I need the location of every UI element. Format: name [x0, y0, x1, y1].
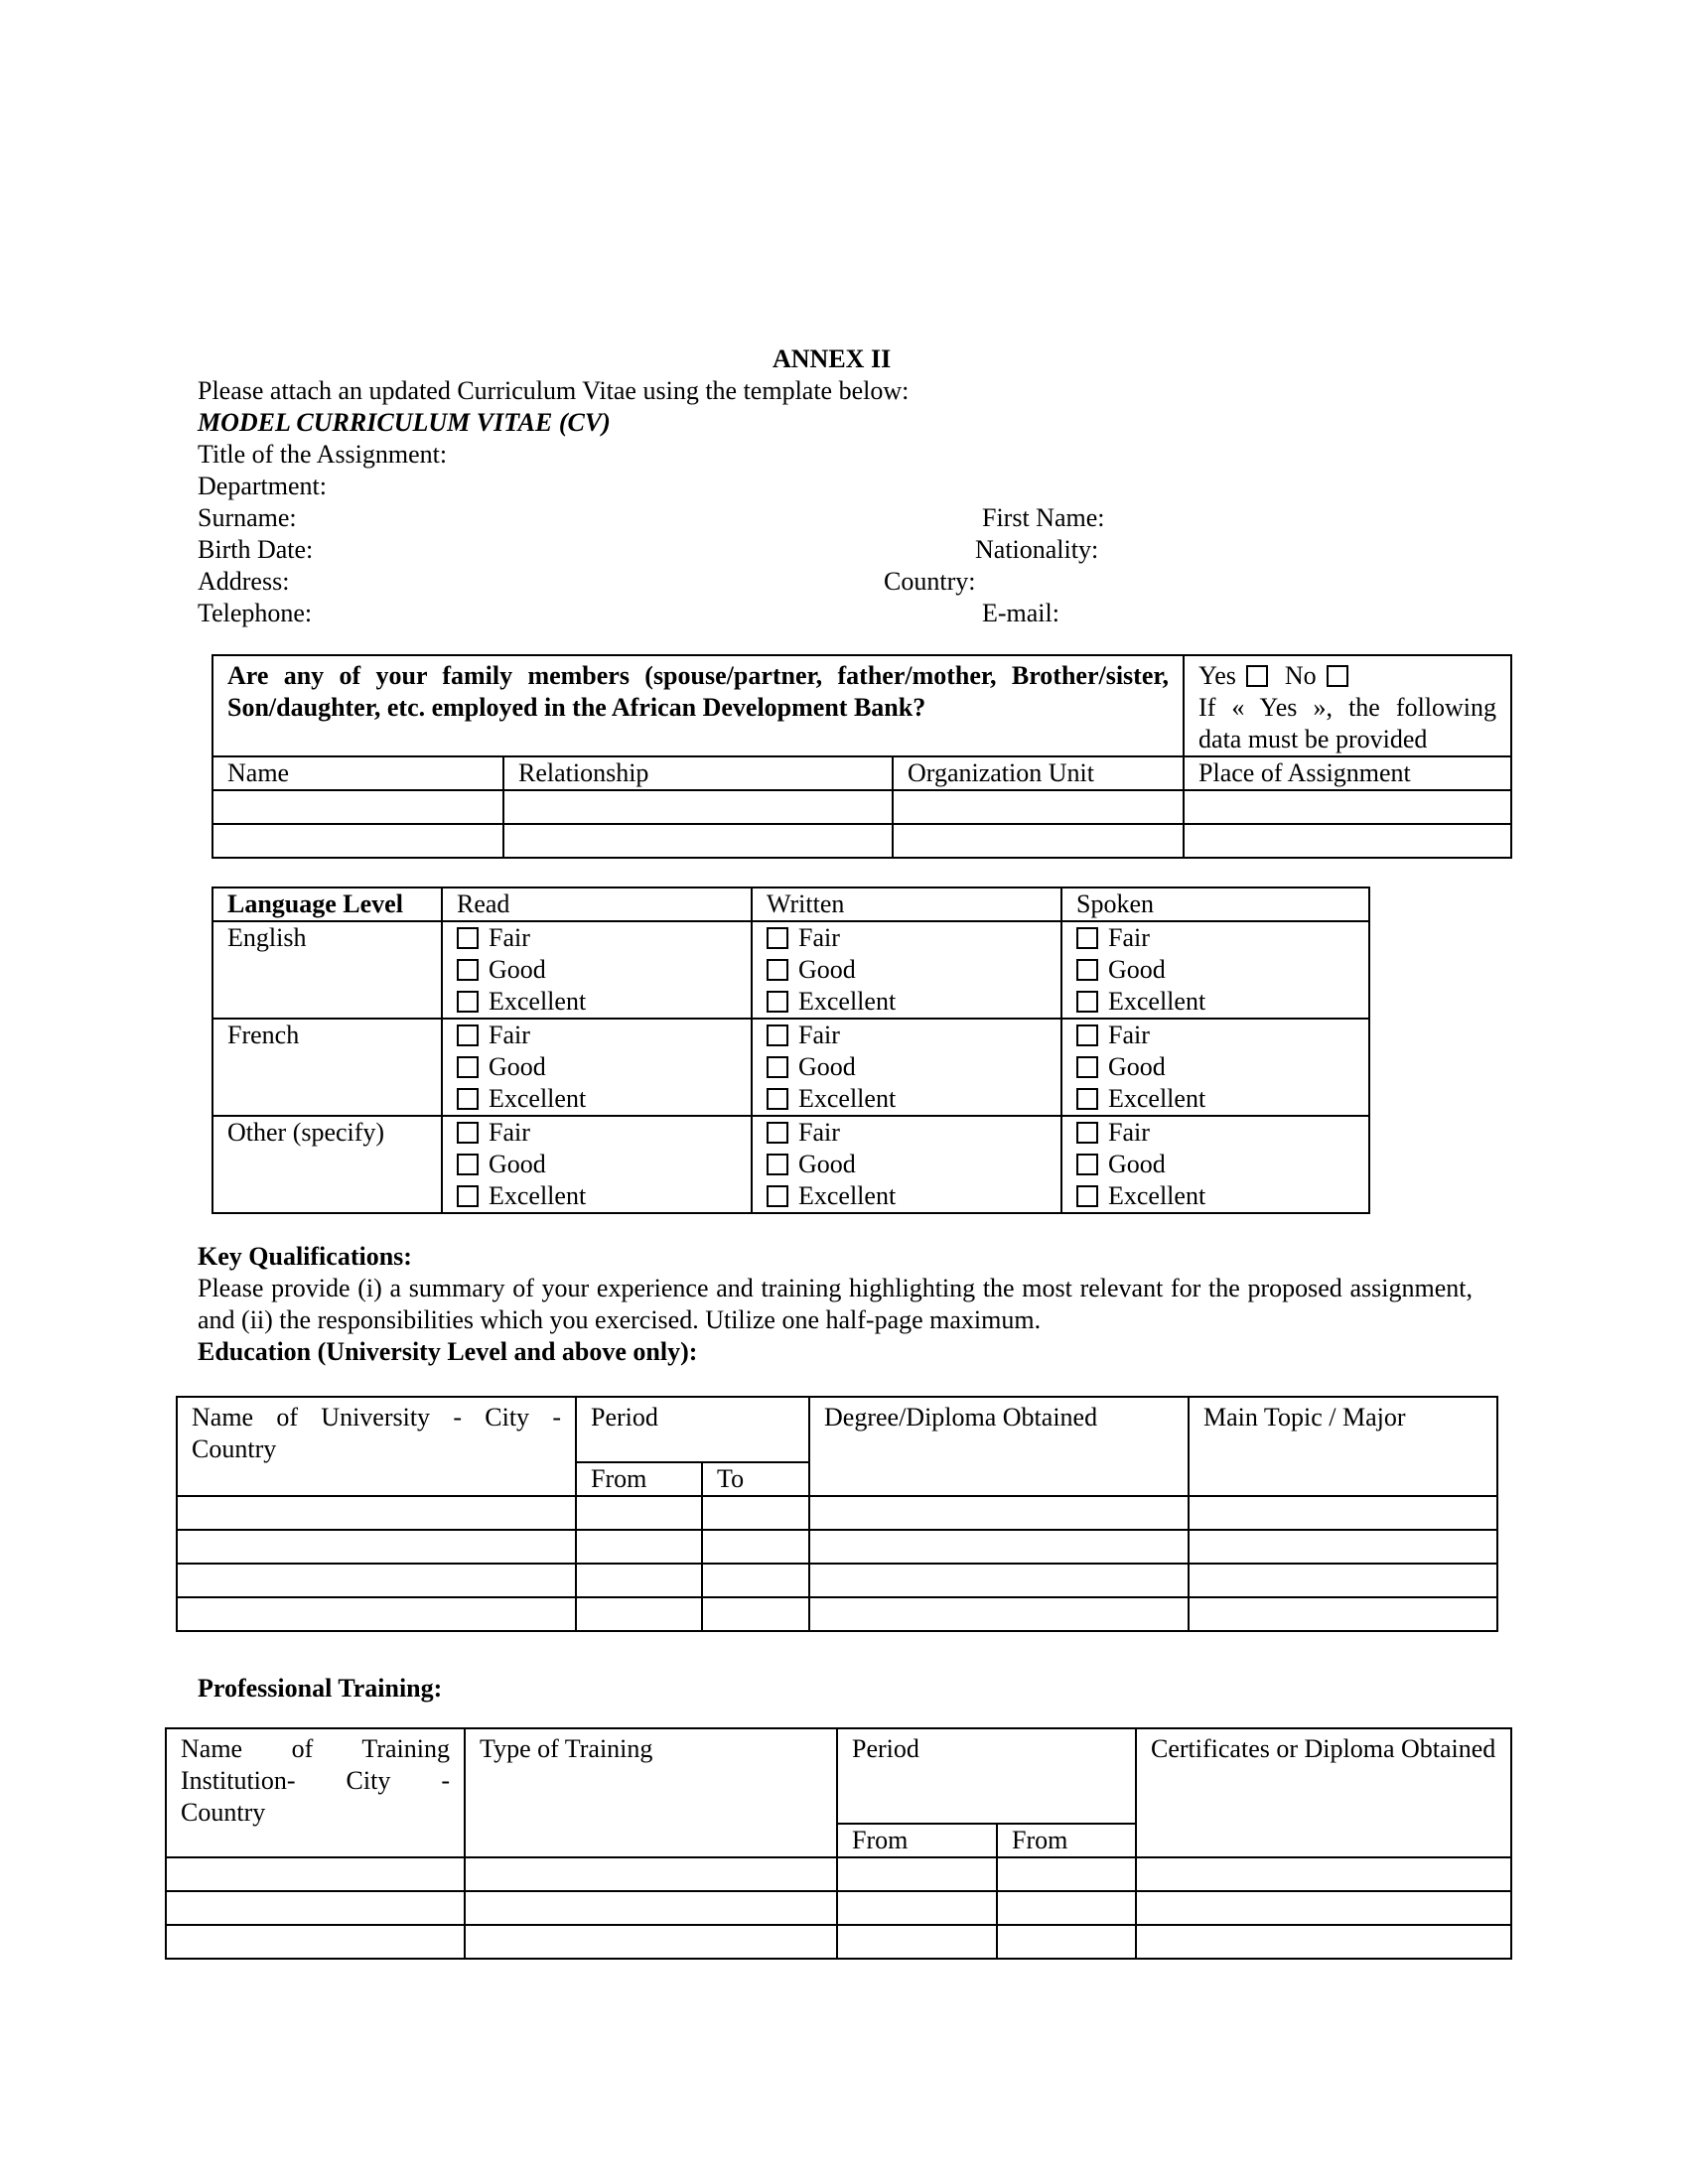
checkbox[interactable] [767, 991, 788, 1013]
written-options [752, 1019, 1061, 1116]
option-label: Good [1108, 955, 1166, 984]
training-col-period: Period [837, 1728, 1136, 1824]
checkbox[interactable] [1076, 1185, 1098, 1207]
checkbox[interactable] [457, 1185, 479, 1207]
family-answer-cell [1184, 655, 1511, 756]
key-qualifications-heading: Key Qualifications: [198, 1242, 412, 1271]
table-row [212, 824, 1511, 858]
language-row-other [212, 1116, 1369, 1213]
language-name: Other (specify) [212, 1116, 442, 1213]
checkbox[interactable] [767, 1088, 788, 1110]
table-row [177, 1496, 1497, 1530]
edu-cell[interactable] [809, 1597, 1189, 1631]
checkbox[interactable] [1076, 1024, 1098, 1046]
written-options [752, 1116, 1061, 1213]
written-options [752, 921, 1061, 1019]
edu-cell[interactable] [702, 1597, 809, 1631]
checkbox[interactable] [767, 927, 788, 949]
training-cell[interactable] [1136, 1925, 1511, 1959]
option-label: Fair [1108, 923, 1150, 952]
family-cell[interactable] [212, 790, 503, 824]
read-options [442, 921, 752, 1019]
checkbox[interactable] [767, 1024, 788, 1046]
table-row [166, 1925, 1511, 1959]
training-cell[interactable] [997, 1925, 1136, 1959]
table-row [166, 1891, 1511, 1925]
checkbox[interactable] [457, 1154, 479, 1175]
spoken-header: Spoken [1061, 887, 1369, 921]
language-name: French [212, 1019, 442, 1116]
family-question: Are any of your family members (spouse/partner, father/mother, Brother/sister, Son/daughter, etc. employed in the African Development Bank? [212, 655, 1184, 756]
checkbox[interactable] [1076, 959, 1098, 981]
option-label: Good [489, 1150, 546, 1178]
option-label: Excellent [489, 1084, 587, 1113]
checkbox[interactable] [1076, 927, 1098, 949]
family-cell[interactable] [893, 790, 1184, 824]
key-qualifications-text: Please provide (i) a summary of your experience and training highlighting the most relevant for the proposed assignment, and (ii) the responsibilities which you exercised. Utilize one half-page maximum. [198, 1274, 1473, 1334]
option-label: Excellent [1108, 1181, 1206, 1210]
checkbox[interactable] [1076, 991, 1098, 1013]
training-table [165, 1727, 1512, 1960]
edu-col-degree: Degree/Diploma Obtained [809, 1397, 1189, 1496]
read-options [442, 1116, 752, 1213]
checkbox[interactable] [1076, 1154, 1098, 1175]
training-cell[interactable] [465, 1857, 837, 1891]
edu-col-to: To [702, 1462, 809, 1496]
option-label: Excellent [1108, 1084, 1206, 1113]
training-cell[interactable] [837, 1891, 997, 1925]
instruction-text: Please attach an updated Curriculum Vitae using the template below: [198, 376, 910, 405]
edu-col-major: Main Topic / Major [1189, 1397, 1497, 1496]
option-label: Fair [489, 923, 530, 952]
option-label: Excellent [1108, 987, 1206, 1016]
training-col-from-2: From [997, 1824, 1136, 1857]
edu-cell[interactable] [1189, 1597, 1497, 1631]
edu-cell[interactable] [576, 1530, 702, 1564]
option-label: Fair [798, 1021, 840, 1049]
family-cell[interactable] [503, 824, 893, 858]
edu-cell[interactable] [809, 1496, 1189, 1530]
training-col-type: Type of Training [465, 1728, 837, 1857]
read-header: Read [442, 887, 752, 921]
read-options [442, 1019, 752, 1116]
family-col-place-assignment: Place of Assignment [1184, 756, 1511, 790]
checkbox[interactable] [457, 1088, 479, 1110]
label-address: Address: [198, 567, 290, 596]
option-label: Fair [1108, 1118, 1150, 1147]
option-label: Excellent [798, 1181, 897, 1210]
edu-col-from: From [576, 1462, 702, 1496]
training-cell[interactable] [166, 1857, 465, 1891]
language-row-english [212, 921, 1369, 1019]
spoken-options [1061, 1019, 1369, 1116]
training-cell[interactable] [1136, 1891, 1511, 1925]
annex-title: ANNEX II [773, 344, 892, 373]
edu-cell[interactable] [576, 1496, 702, 1530]
edu-cell[interactable] [576, 1564, 702, 1597]
checkbox[interactable] [457, 959, 479, 981]
edu-cell[interactable] [576, 1597, 702, 1631]
family-cell[interactable] [212, 824, 503, 858]
family-cell[interactable] [1184, 824, 1511, 858]
language-level-header: Language Level [212, 887, 442, 921]
language-name: English [212, 921, 442, 1019]
option-label: Fair [798, 1118, 840, 1147]
model-cv-title: MODEL CURRICULUM VITAE (CV) [198, 408, 611, 437]
checkbox[interactable] [457, 1024, 479, 1046]
label-country: Country: [884, 567, 976, 596]
family-cell[interactable] [1184, 790, 1511, 824]
yes-label: Yes [1198, 661, 1236, 690]
edu-cell[interactable] [1189, 1530, 1497, 1564]
training-col-certificates: Certificates or Diploma Obtained [1136, 1728, 1511, 1857]
option-label: Good [489, 1052, 546, 1081]
edu-cell[interactable] [177, 1597, 576, 1631]
edu-cell[interactable] [1189, 1564, 1497, 1597]
training-cell[interactable] [837, 1925, 997, 1959]
edu-cell[interactable] [809, 1530, 1189, 1564]
table-row [212, 790, 1511, 824]
no-checkbox[interactable] [1327, 665, 1348, 687]
checkbox[interactable] [457, 1122, 479, 1144]
option-label: Fair [489, 1021, 530, 1049]
edu-col-university: Name of University - City - Country [177, 1397, 576, 1496]
option-label: Good [798, 955, 856, 984]
language-table [211, 887, 1370, 1214]
checkbox[interactable] [457, 991, 479, 1013]
training-cell[interactable] [166, 1891, 465, 1925]
family-table [211, 654, 1512, 859]
family-cell[interactable] [503, 790, 893, 824]
family-col-relationship: Relationship [503, 756, 893, 790]
education-table [176, 1396, 1498, 1632]
option-label: Fair [1108, 1021, 1150, 1049]
training-cell[interactable] [997, 1857, 1136, 1891]
checkbox[interactable] [767, 959, 788, 981]
option-label: Fair [489, 1118, 530, 1147]
checkbox[interactable] [1076, 1122, 1098, 1144]
edu-cell[interactable] [1189, 1496, 1497, 1530]
training-cell[interactable] [997, 1891, 1136, 1925]
training-col-institution: Name of Training Institution- City - Country [166, 1728, 465, 1857]
written-header: Written [752, 887, 1061, 921]
training-cell[interactable] [465, 1891, 837, 1925]
option-label: Good [1108, 1052, 1166, 1081]
option-label: Good [798, 1150, 856, 1178]
edu-cell[interactable] [702, 1564, 809, 1597]
option-label: Excellent [798, 987, 897, 1016]
language-row-french [212, 1019, 1369, 1116]
yes-checkbox[interactable] [1246, 665, 1268, 687]
edu-cell[interactable] [702, 1530, 809, 1564]
edu-cell[interactable] [809, 1564, 1189, 1597]
option-label: Good [1108, 1150, 1166, 1178]
table-row [177, 1564, 1497, 1597]
label-first-name: First Name: [982, 503, 1105, 532]
spoken-options [1061, 1116, 1369, 1213]
label-nationality: Nationality: [975, 535, 1099, 564]
option-label: Good [489, 955, 546, 984]
label-department: Department: [198, 472, 327, 500]
edu-cell[interactable] [177, 1530, 576, 1564]
checkbox[interactable] [767, 1154, 788, 1175]
family-cell[interactable] [893, 824, 1184, 858]
table-row [177, 1597, 1497, 1631]
edu-cell[interactable] [177, 1496, 576, 1530]
no-label: No [1284, 661, 1317, 690]
family-note: If « Yes », the following data must be provided [1198, 693, 1497, 753]
training-heading: Professional Training: [198, 1674, 443, 1703]
checkbox[interactable] [1076, 1088, 1098, 1110]
checkbox[interactable] [1076, 1056, 1098, 1078]
label-birth-date: Birth Date: [198, 535, 314, 564]
edu-col-period: Period [576, 1397, 809, 1462]
option-label: Excellent [489, 1181, 587, 1210]
option-label: Excellent [489, 987, 587, 1016]
checkbox[interactable] [767, 1122, 788, 1144]
family-col-name: Name [212, 756, 503, 790]
training-cell[interactable] [837, 1857, 997, 1891]
option-label: Fair [798, 923, 840, 952]
label-title-assignment: Title of the Assignment: [198, 440, 448, 469]
option-label: Good [798, 1052, 856, 1081]
table-row [166, 1857, 1511, 1891]
training-col-from: From [837, 1824, 997, 1857]
option-label: Excellent [798, 1084, 897, 1113]
training-cell[interactable] [166, 1925, 465, 1959]
label-email: E-mail: [982, 599, 1059, 627]
family-col-organization-unit: Organization Unit [893, 756, 1184, 790]
education-heading: Education (University Level and above only): [198, 1337, 698, 1366]
checkbox[interactable] [767, 1056, 788, 1078]
edu-cell[interactable] [177, 1564, 576, 1597]
edu-cell[interactable] [702, 1496, 809, 1530]
checkbox[interactable] [457, 1056, 479, 1078]
checkbox[interactable] [457, 927, 479, 949]
label-surname: Surname: [198, 503, 297, 532]
label-telephone: Telephone: [198, 599, 313, 627]
table-row [177, 1530, 1497, 1564]
training-cell[interactable] [465, 1925, 837, 1959]
checkbox[interactable] [767, 1185, 788, 1207]
training-cell[interactable] [1136, 1857, 1511, 1891]
spoken-options [1061, 921, 1369, 1019]
